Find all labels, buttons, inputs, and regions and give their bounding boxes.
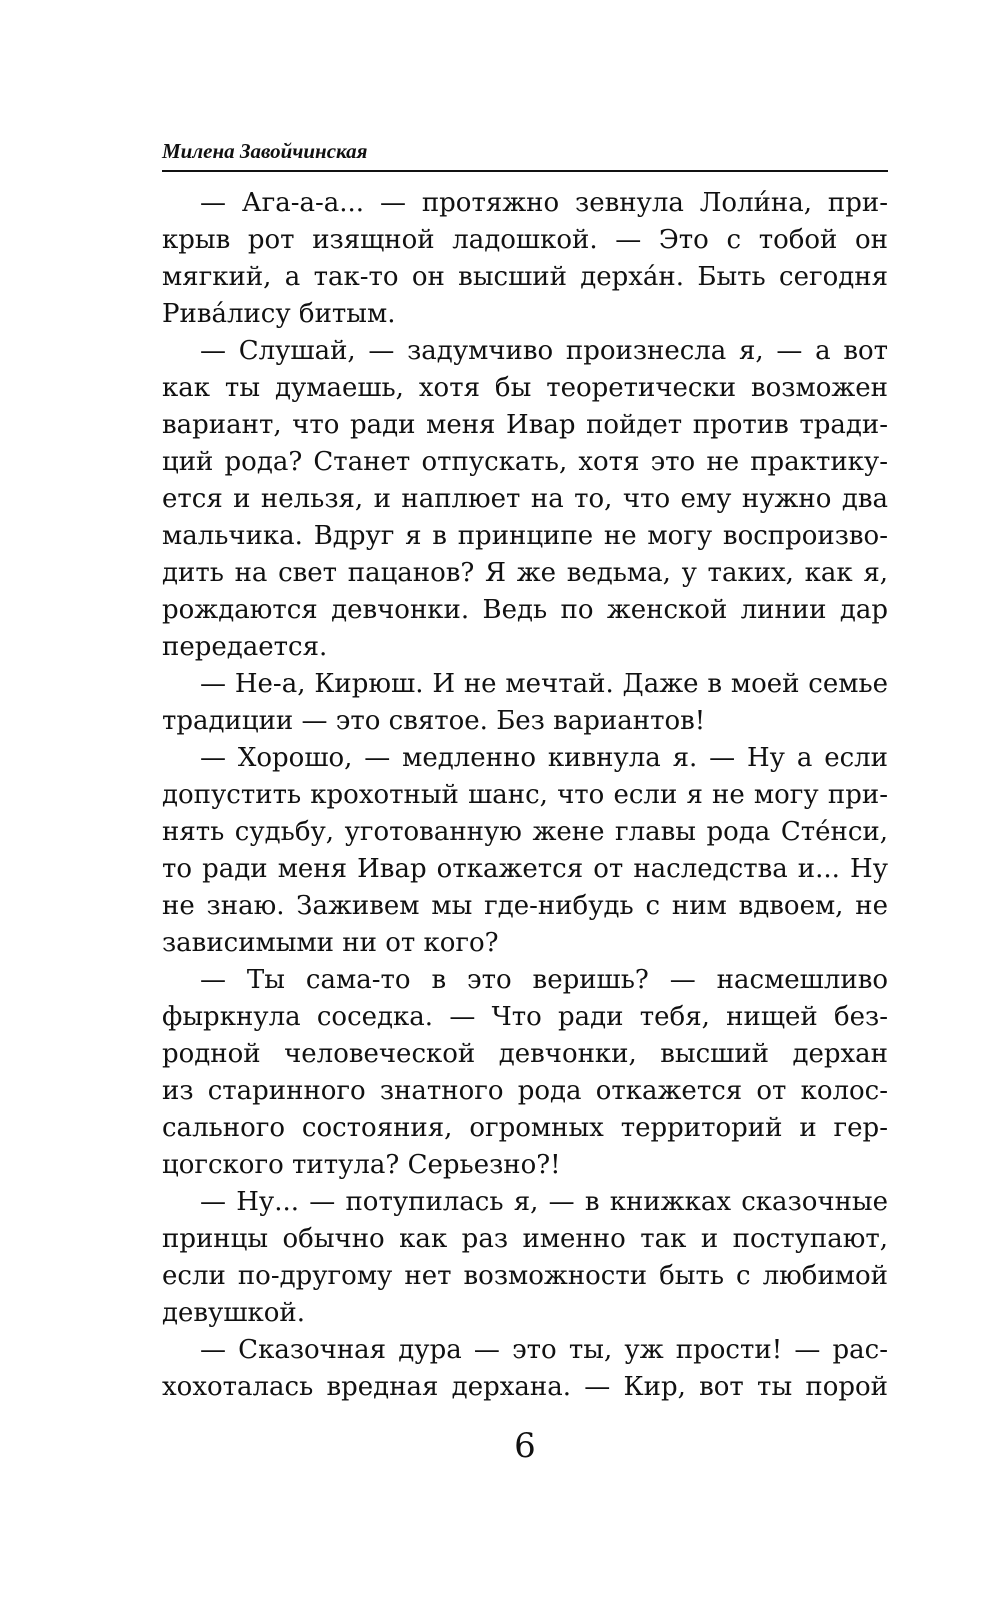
text-line: мягкий, а так-то он высший дерха́н. Быть сегодня — [162, 262, 888, 292]
text-line: зависимыми ни от кого? — [162, 928, 499, 958]
text-line: — Ага-а-а... — протяжно зевнула Лоли́на, при- — [200, 188, 888, 218]
paragraph — [162, 1184, 888, 1332]
text-line: то ради меня Ивар откажется от наследства и... Ну — [162, 854, 888, 884]
author-name: Милена Завойчинская — [162, 139, 368, 163]
text-line: крыв рот изящной ладошкой. — Это с тобой он — [162, 225, 888, 255]
text-line: рождаются девчонки. Ведь по женской линии дар — [162, 595, 888, 625]
text-line: девушкой. — [162, 1298, 305, 1328]
page-number: 6 — [514, 1426, 536, 1466]
text-line: цогского титула? Серьезно?! — [162, 1150, 561, 1180]
text-line: — Не-а, Кирюш. И не мечтай. Даже в моей семье — [200, 669, 888, 699]
text-line: ций рода? Станет отпускать, хотя это не практику- — [162, 447, 888, 477]
paragraph — [162, 333, 888, 666]
text-line: — Сказочная дура — это ты, уж прости! — рас- — [200, 1335, 888, 1365]
paragraph — [162, 185, 888, 333]
text-line: из старинного знатного рода откажется от колос- — [162, 1076, 888, 1106]
paragraph — [162, 740, 888, 962]
text-line: традиции — это святое. Без вариантов! — [162, 706, 706, 736]
text-line: — Ты сама-то в это веришь? — насмешливо — [200, 965, 888, 995]
text-line: нять судьбу, уготованную жене главы рода Сте́нси, — [162, 817, 888, 847]
paragraph — [162, 666, 888, 740]
text-line: сального состояния, огромных территорий и гер- — [162, 1113, 888, 1143]
text-line: хохоталась вредная дерхана. — Кир, вот ты порой — [162, 1372, 888, 1402]
text-line: принцы обычно как раз именно так и поступают, — [162, 1224, 888, 1254]
running-header — [162, 130, 888, 172]
paragraph — [162, 962, 888, 1184]
text-line: передается. — [162, 632, 328, 662]
text-line: фыркнула соседка. — Что ради тебя, нищей без- — [162, 1002, 888, 1032]
text-line: допустить крохотный шанс, что если я не могу при- — [162, 780, 888, 810]
text-line: — Хорошо, — медленно кивнула я. — Ну а если — [200, 743, 888, 773]
text-line: вариант, что ради меня Ивар пойдет против тради- — [162, 410, 888, 440]
paragraph — [162, 1332, 888, 1406]
text-line: если по-другому нет возможности быть с любимой — [162, 1261, 888, 1291]
text-line: не знаю. Заживем мы где-нибудь с ним вдвоем, не — [162, 891, 888, 921]
body-text — [162, 185, 888, 1406]
text-line: мальчика. Вдруг я в принципе не могу воспроизво- — [162, 521, 888, 551]
text-line: дить на свет пацанов? Я же ведьма, у таких, как я, — [162, 558, 888, 588]
text-line: — Слушай, — задумчиво произнесла я, — а вот — [200, 336, 888, 366]
text-line: как ты думаешь, хотя бы теоретически возможен — [162, 373, 888, 403]
text-line: ется и нельзя, и наплюет на то, что ему нужно два — [162, 484, 888, 514]
text-line: родной человеческой девчонки, высший дерхан — [162, 1039, 888, 1069]
text-line: Рива́лису битым. — [162, 299, 396, 329]
text-line: — Ну... — потупилась я, — в книжках сказочные — [200, 1187, 888, 1217]
